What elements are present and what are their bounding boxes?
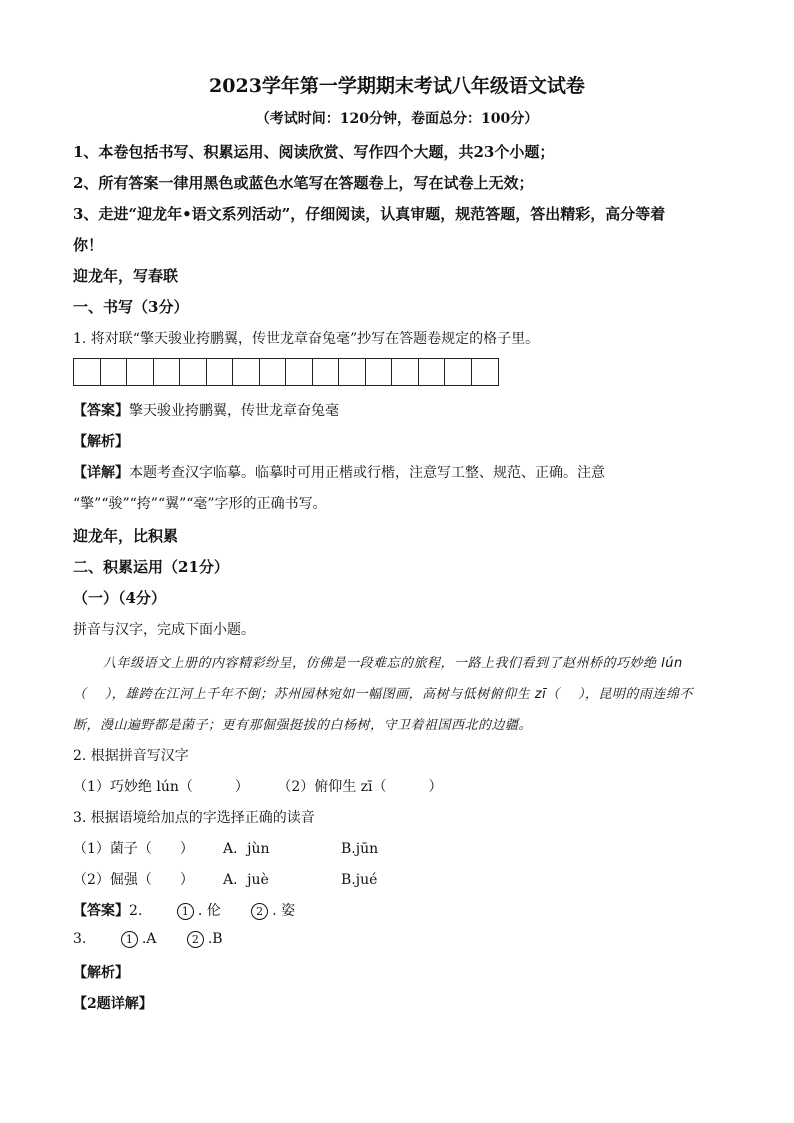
answer-1 [73, 400, 339, 420]
q3-option-b: B.jué [341, 872, 378, 888]
detail-1 [73, 462, 605, 482]
grid-cell [313, 359, 340, 385]
answer-part-b [187, 931, 223, 947]
q3-option-a: A．jùn [223, 841, 270, 857]
task-text: 拼音与汉字，完成下面小题。 [73, 622, 255, 638]
grid-cell [392, 359, 419, 385]
grid-cell [472, 359, 499, 385]
answer-value: .A [141, 931, 157, 947]
answer-value: . 姿 [272, 903, 296, 919]
question-1: 1. 将对联“擎天骏业挎鹏翼，传世龙章奋兔毫”抄写在答题卷规定的格子里。 [73, 331, 540, 347]
grid-cell [74, 359, 101, 385]
part1-heading: 一、书写（3分） [73, 298, 189, 316]
answer-value: . 伦 [197, 903, 221, 919]
rule-3: 3、走进“迎龙年•语文系列活动”，仔细阅读，认真审题，规范答题，答出精彩，高分等着 [73, 205, 666, 223]
grid-cell [207, 359, 234, 385]
detail-2-tag: 【2题详解】 [73, 996, 153, 1012]
grid-cell [260, 359, 287, 385]
question-2-items [73, 776, 443, 796]
q3-row-1 [73, 838, 378, 858]
grid-cell [101, 359, 128, 385]
grid-cell [419, 359, 446, 385]
q2-item-1: （1）巧妙绝 lún（ ） [73, 779, 249, 795]
passage-line-3: 断，漫山遍野都是菌子；更有那倔强挺拔的白杨树，守卫着祖国西北的边疆。 [73, 718, 533, 733]
answer-2 [73, 900, 295, 920]
detail-tag: 【详解】 [73, 465, 129, 481]
circled-number: 1 [121, 931, 138, 948]
answer-number: 2. [129, 903, 143, 919]
q3-row-label: （2）倔强（ ） [73, 872, 194, 888]
question-3: 3. 根据语境给加点的字选择正确的读音 [73, 810, 315, 826]
circled-number: 2 [251, 903, 268, 920]
part2-heading: 二、积累运用（21分） [73, 558, 229, 576]
circled-number: 2 [187, 931, 204, 948]
answer-part-b [251, 903, 295, 919]
analysis-tag: 【解析】 [73, 434, 129, 450]
grid-cell [154, 359, 181, 385]
circled-number: 1 [177, 903, 194, 920]
rule-2: 2、所有答案一律用黑色或蓝色水笔写在答题卷上，写在试卷上无效； [73, 174, 534, 192]
rule-3-cont: 你！ [73, 236, 104, 254]
answer-tag: 【答案】 [73, 903, 129, 919]
part2-sub: （一）（4分） [73, 589, 166, 607]
grid-cell [233, 359, 260, 385]
answer-text: 擎天骏业挎鹏翼，传世龙章奋兔毫 [129, 403, 339, 419]
part2-intro: 迎龙年，比积累 [73, 527, 179, 545]
grid-cell [445, 359, 472, 385]
answer-3 [73, 931, 223, 948]
answer-value: .B [207, 931, 223, 947]
analysis-tag: 【解析】 [73, 965, 129, 981]
q2-item-2: （2）俯仰生 zī（ ） [277, 779, 443, 795]
answer-tag: 【答案】 [73, 403, 129, 419]
grid-cell [339, 359, 366, 385]
answer-number: 3. [73, 931, 87, 947]
q3-option-b: B.jūn [341, 841, 379, 857]
rule-1: 1、本卷包括书写、积累运用、阅读欣赏、写作四个大题，共23个小题； [73, 143, 555, 161]
answer-part-a [121, 931, 157, 947]
answer-part-a [177, 903, 221, 919]
exam-info: （考试时间：120分钟，卷面总分：100分） [255, 111, 539, 127]
writing-grid [73, 358, 499, 386]
q3-row-label: （1）菌子（ ） [73, 841, 194, 857]
grid-cell [127, 359, 154, 385]
part1-intro: 迎龙年，写春联 [73, 267, 179, 285]
page-title: 2023学年第一学期期末考试八年级语文试卷 [209, 75, 585, 97]
passage-line-2: （ ），雄跨在江河上千年不倒；苏州园林宛如一幅图画，高树与低树俯仰生 zī（ ），昆明的雨连绵不 [73, 687, 693, 702]
grid-cell [286, 359, 313, 385]
detail-1-cont: “擎”“骏”“挎”“翼”“毫”字形的正确书写。 [73, 496, 327, 512]
question-2: 2. 根据拼音写汉字 [73, 748, 189, 764]
grid-cell [180, 359, 207, 385]
detail-text: 本题考查汉字临摹。临摹时可用正楷或行楷，注意写工整、规范、正确。注意 [129, 465, 605, 481]
grid-cell [366, 359, 393, 385]
q3-row-2 [73, 869, 377, 889]
q3-option-a: A．juè [223, 872, 269, 888]
passage-line-1: 八年级语文上册的内容精彩纷呈，仿佛是一段难忘的旅程，一路上我们看到了赵州桥的巧妙绝 lún [103, 656, 683, 671]
